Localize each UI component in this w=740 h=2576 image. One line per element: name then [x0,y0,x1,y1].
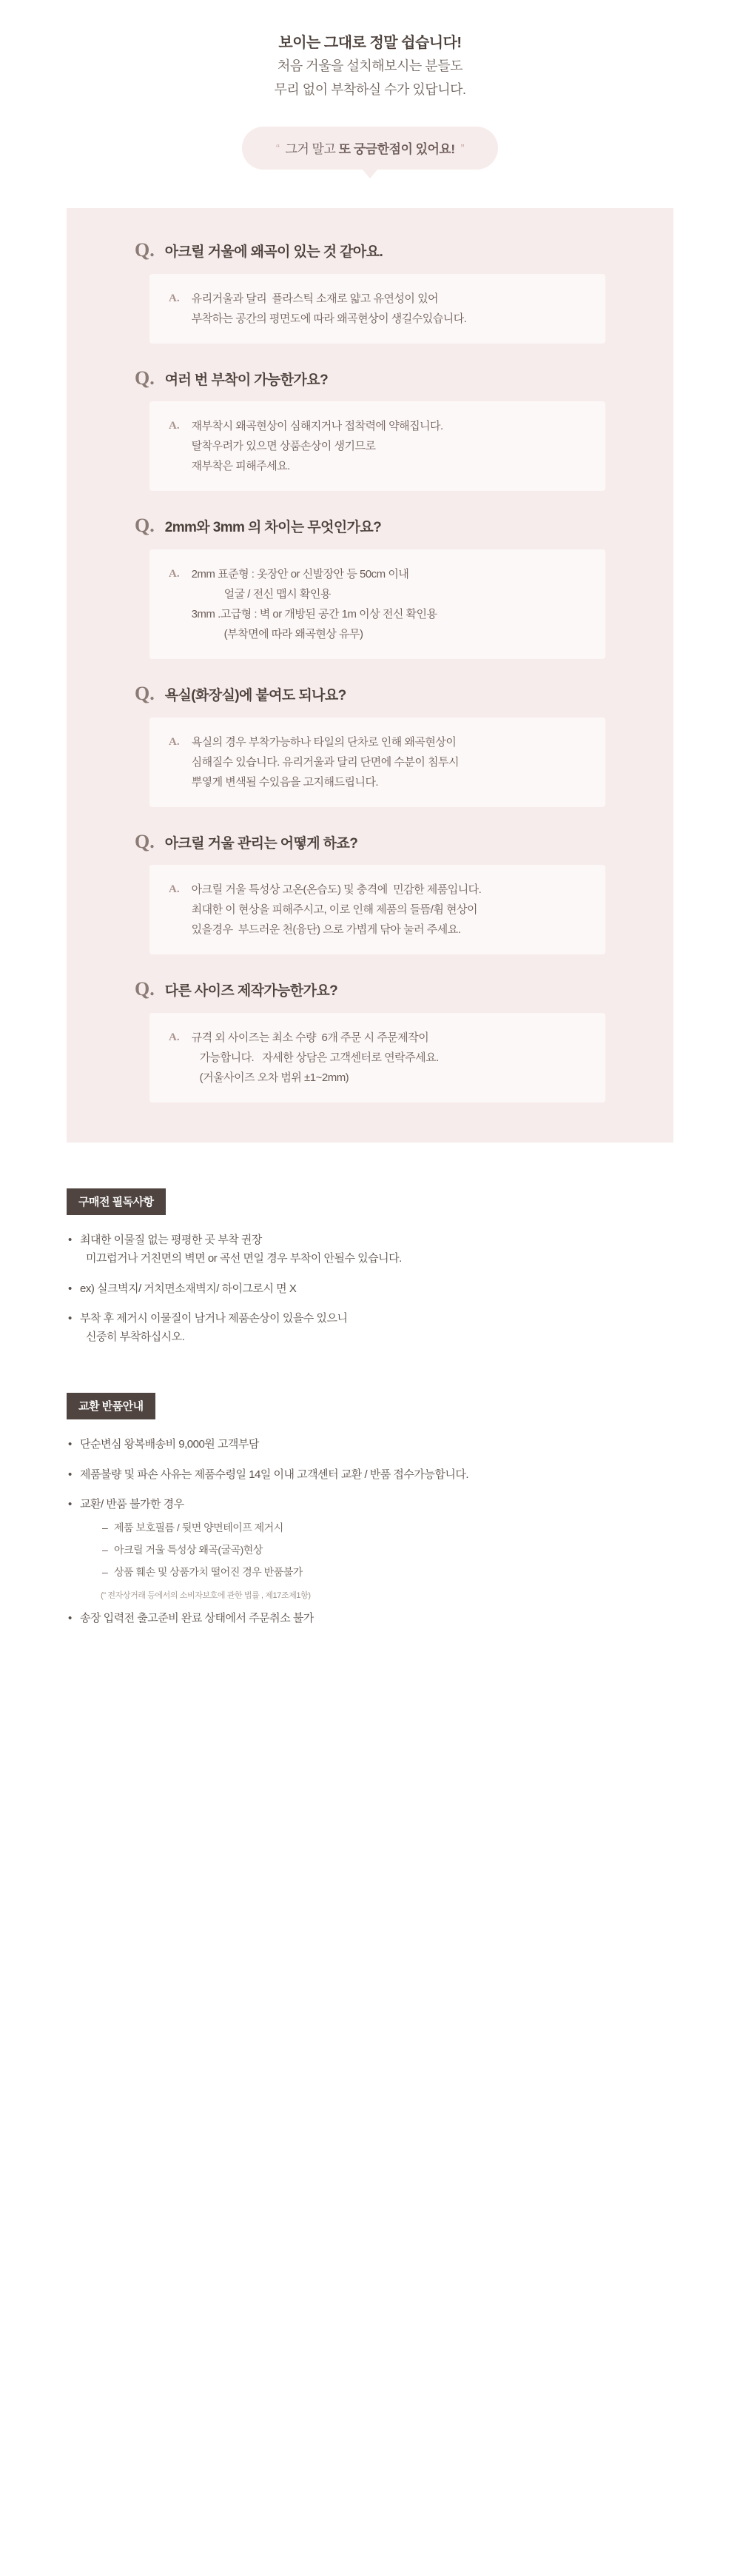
list-item: • 송장 입력전 출고준비 완료 상태에서 주문취소 불가 [67,1610,673,1628]
faq-answer-box [149,717,605,807]
question-mark-icon: Q. [135,515,155,537]
faq-answer-line: (거울사이즈 오차 범위 ±1~2mm) [191,1071,349,1085]
faq-item [67,684,673,807]
list-item: • 제품불량 및 파손 사유는 제품수령일 14일 이내 고객센터 교환 / 반품 접수가능합니다. [67,1466,673,1485]
list-item-main: 교환/ 반품 불가한 경우 [80,1498,184,1511]
list-item [67,1280,673,1299]
faq-answer-line: 뿌옇게 변색될 수있음을 고지해드립니다. [191,775,379,789]
faq-answer-line: 재부착은 피해주세요. [191,460,290,473]
faq-answer-line: 최대한 이 현상을 피해주시고, 이로 인해 제품의 들뜸/휨 현상이 [191,903,478,917]
faq-answer-line: 욕실의 경우 부착가능하나 타일의 단차로 인해 왜곡현상이 [191,735,457,749]
faq-panel [67,208,673,1143]
faq-answer-line: 유리거울과 달리 플라스틱 소재로 얇고 유연성이 있어 [191,292,439,305]
intro-subline-2: 무리 없이 부착하실 수가 있답니다. [274,81,466,97]
exchange-return-last-list [67,1610,673,1628]
exchange-return-sublist [80,1520,673,1580]
answer-mark-icon: A. [169,568,180,581]
faq-answer-line: 얼굴 / 전신 맵시 확인용 [191,588,331,601]
list-item-main: 최대한 이물질 없는 평평한 곳 부착 권장 [80,1234,262,1247]
faq-answer-line: 심해질수 있습니다. 유리거울과 달리 단면에 수분이 침투시 [191,755,460,769]
answer-mark-icon: A. [169,735,180,748]
sub-list-item: – 아크릴 거울 특성상 왜곡(굴곡)현상 [102,1542,673,1558]
faq-answer-lines [192,289,467,329]
faq-question-text: 여러 번 부착이 가능한가요? [164,372,329,388]
list-item [67,1310,673,1347]
purchase-notice-list [67,1231,673,1347]
faq-answer-box [149,274,605,344]
faq-answer-box [149,865,605,954]
faq-answer-line: 탈착우려가 있으면 상품손상이 생기므로 [191,440,376,453]
faq-item [67,832,673,955]
faq-question-row [67,241,673,262]
faq-question-row [67,980,673,1001]
sub-list-item: – 상품 훼손 및 상품가치 떨어진 경우 반품불가 [102,1565,673,1580]
list-item-sub: 신중히 부착하십시오. [86,1331,185,1344]
faq-answer-line: (부착면에 따라 왜곡현상 유무) [191,628,363,641]
faq-answer-lines [192,732,459,792]
list-item [67,1231,673,1268]
faq-answer-line: 3mm .고급형 : 벽 or 개방된 공간 1m 이상 전신 확인용 [191,608,437,621]
bottom-spacer [0,1640,740,1729]
question-bubble-wrap [0,127,740,170]
question-mark-icon: Q. [135,683,155,705]
exchange-return-list [67,1436,673,1580]
faq-answer-lines [192,880,482,940]
faq-answer-line: 가능합니다. 자세한 상담은 고객센터로 연락주세요. [191,1051,439,1065]
intro-block [0,0,740,101]
faq-answer-box [149,549,605,659]
faq-answer-box [149,401,605,491]
list-item [67,1496,673,1580]
sub-list-item: – 제품 보호필름 / 뒷면 양면테이프 제거시 [102,1520,673,1536]
faq-question-row [67,684,673,706]
bubble-text-plain: 그거 말고 [285,142,339,156]
exchange-return-heading: 교환 반품안내 [67,1393,155,1419]
question-mark-icon: Q. [135,830,155,852]
question-bubble [242,127,498,170]
faq-answer-line: 재부착시 왜곡현상이 심해지거나 접착력에 약해집니다. [191,420,443,433]
faq-question-text: 아크릴 거울에 왜곡이 있는 것 같아요. [164,244,383,260]
intro-subline-1: 처음 거울을 설치해보시는 분들도 [278,58,462,73]
faq-question-row [67,516,673,538]
question-mark-icon: Q. [135,367,155,389]
faq-question-text: 2mm와 3mm 의 차이는 무엇인가요? [164,520,382,536]
answer-mark-icon: A. [169,1031,180,1044]
faq-item [67,980,673,1103]
faq-answer-lines [192,564,437,644]
list-item: • 단순변심 왕복배송비 9,000원 고객부담 [67,1436,673,1454]
exchange-return-section [67,1393,673,1628]
answer-mark-icon: A. [169,292,180,304]
faq-item [67,516,673,659]
faq-question-text: 아크릴 거울 관리는 어떻게 하죠? [164,835,358,852]
faq-question-text: 다른 사이즈 제작가능한가요? [164,983,338,1000]
bubble-text-bold: 또 궁금한점이 있어요! [338,142,455,156]
faq-answer-lines [192,1028,439,1088]
list-item-main: 부착 후 제거시 이물질이 남거나 제품손상이 있을수 있으니 [80,1312,348,1325]
faq-question-text: 욕실(화장실)에 붙여도 되나요? [164,688,346,704]
faq-answer-line: 규격 외 사이즈는 최소 수량 6개 주문 시 주문제작이 [191,1031,429,1045]
faq-answer-line: 2mm 표준형 : 옷장안 or 신발장안 등 50cm 이내 [191,568,409,581]
faq-item [67,369,673,492]
purchase-notice-section [67,1188,673,1347]
intro-headline: 보이는 그대로 정말 쉽습니다! [278,35,462,51]
faq-answer-lines [192,416,443,476]
answer-mark-icon: A. [169,883,180,896]
faq-answer-line: 있을경우 부드러운 천(융단) 으로 가볍게 닦아 눌러 주세요. [191,923,461,937]
question-mark-icon: Q. [135,978,155,1000]
list-item-sub: 미끄럽거나 거친면의 벽면 or 곡선 면일 경우 부착이 안될수 있습니다. [86,1251,402,1265]
faq-answer-line: 아크릴 거울 특성상 고온(온습도) 및 충격에 민감한 제품입니다. [191,883,482,897]
question-mark-icon: Q. [135,239,155,261]
purchase-notice-heading: 구매전 필독사항 [67,1188,166,1215]
faq-answer-box [149,1013,605,1103]
answer-mark-icon: A. [169,420,180,432]
faq-answer-line: 부착하는 공간의 평면도에 따라 왜곡현상이 생길수있습니다. [191,312,467,325]
faq-question-row [67,832,673,854]
list-item-main: ex) 실크벽지/ 거치면소재벽지/ 하이그로시 면 X [80,1282,297,1295]
legal-footnote: (" 전자상거래 등에서의 소비자보호에 관한 법률 , 제17조제1항) [101,1591,311,1601]
faq-question-row [67,369,673,390]
faq-item [67,241,673,344]
open-quote-icon: “ [275,142,280,155]
close-quote-icon: ” [460,142,465,155]
